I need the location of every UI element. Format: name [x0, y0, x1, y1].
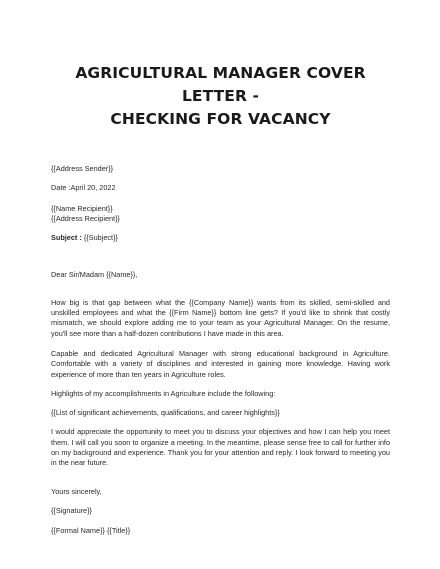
subject-value: {{Subject}} [83, 233, 118, 243]
page-title [51, 62, 390, 131]
greeting: Dear Sir/Madam {{Name}}, [51, 270, 138, 280]
recipient-name: {{Name Recipient}} [51, 203, 113, 213]
subject-separator: : [77, 233, 84, 243]
subject-label: Subject [51, 233, 78, 243]
title-line-2: CHECKING FOR VACANCY [110, 110, 331, 128]
closing-salutation: Yours sincerely, [51, 486, 102, 496]
paragraph-highlights-list: {{List of significant achievements, qualifications, and career highlights}} [51, 408, 280, 418]
recipient-block [51, 204, 390, 225]
formal-name-title: {{Formal Name}} {{Title}} [51, 526, 131, 536]
paragraph-highlights-intro: Highlights of my accomplishments in Agriculture include the following: [51, 388, 276, 398]
paragraph-intro: How big is that gap between what the {{Company Name}} wants from its skilled, semi-skilled and unskilled employees and what the {{Firm Name}} bottom line gets? If you'd like to shrink that costly mismatch, we should explore adding me to your team as your Agricultural Manager. On the resume, you'll see more than a half-dozen contributions I have made in this area. [51, 297, 390, 338]
subject-line [51, 233, 390, 243]
title-line-1: AGRICULTURAL MANAGER COVER LETTER - [75, 64, 366, 105]
address-sender: {{Address Sender}} [51, 164, 114, 173]
paragraph-closing: I would appreciate the opportunity to meet you to discuss your objectives and how I can help you meet them. I will call you soon to organize a meeting. In the meantime, please sense free to call for further info on my background and experience. Thank you for your attention and reply. I look forward to meeting you in the near future. [51, 427, 390, 468]
recipient-address: {{Address Recipient}} [51, 213, 120, 223]
letter-body [51, 164, 390, 537]
signature: {{Signature}} [51, 505, 92, 515]
letter-date: Date :April 20, 2022 [51, 183, 116, 193]
paragraph-profile: Capable and dedicated Agricultural Manager with strong educational background in Agriculture. Comfortable with a variety of disciplines and interested in gaining more knowledge. Having work experience of more than ten years in Agriculture roles. [51, 348, 390, 379]
